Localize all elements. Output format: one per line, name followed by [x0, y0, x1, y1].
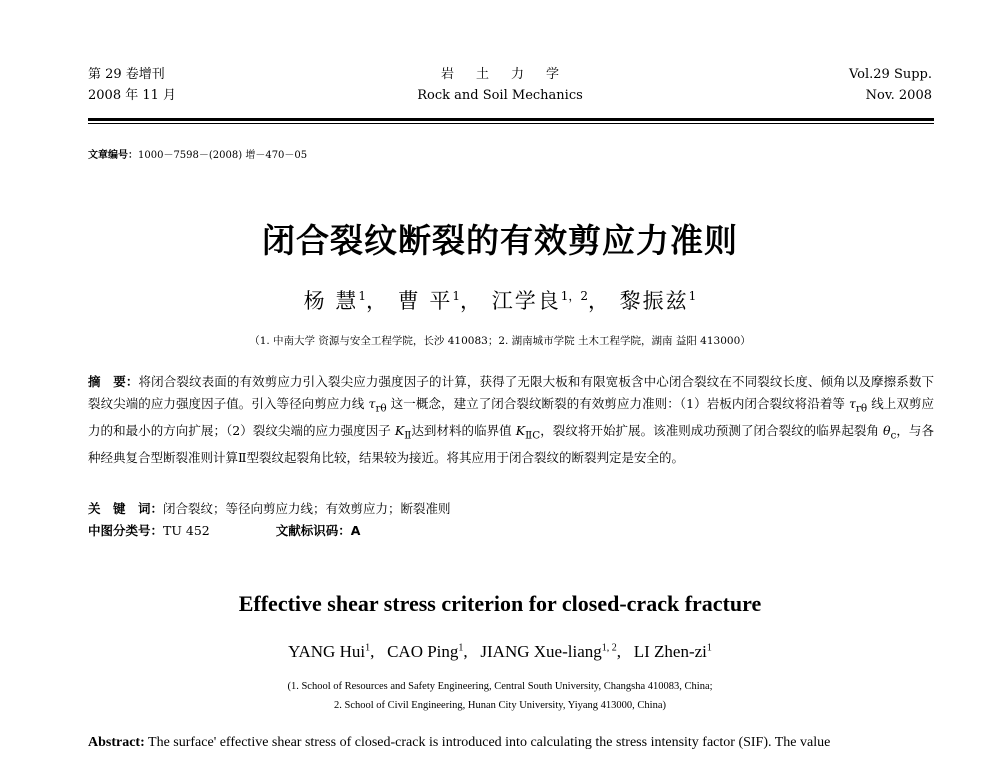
author-en-separator: ,	[370, 642, 388, 661]
classification-value: TU 452	[163, 523, 210, 538]
header-left	[88, 64, 176, 106]
abstract-cn-text: 这一概念，建立了闭合裂纹断裂的有效剪应力准则：（1）岩板内闭合裂纹将沿着等	[386, 395, 849, 411]
abstract-en	[88, 735, 948, 751]
author-cn: 江学良	[491, 289, 561, 313]
author-en-affil-mark: 1, 2	[601, 642, 617, 654]
author-cn: 杨 慧	[303, 289, 359, 313]
header-rule-thick	[88, 118, 934, 121]
author-en-separator: ,	[616, 642, 634, 661]
affiliation-en-line2: 2. School of Civil Engineering, Hunan City University, Yiyang 413000, China)	[334, 700, 666, 711]
author-en: JIANG Xue-liang	[480, 642, 602, 661]
journal-name-cn: 岩土力学	[440, 67, 581, 82]
article-number	[88, 146, 307, 161]
author-cn-affil-mark: 1	[358, 289, 366, 303]
abstract-en-label: Abstract:	[88, 735, 145, 750]
classification-line	[88, 521, 360, 539]
paper-title-en: Effective shear stress criterion for closed-crack fracture	[238, 591, 762, 616]
symbol-tau-subscript: rθ	[375, 402, 387, 414]
symbol-tau-subscript: rθ	[855, 402, 868, 414]
keywords-cn	[88, 499, 451, 517]
author-cn: 曹 平	[397, 289, 453, 313]
author-cn-separator: ，	[460, 289, 484, 313]
author-en: CAO Ping	[387, 642, 459, 661]
author-en: YANG Hui	[288, 642, 366, 661]
volume-issue-cn: 第 29 卷增刊	[88, 67, 165, 82]
date-cn: 2008 年 11 月	[88, 88, 177, 103]
keywords-label: 关 键 词：	[88, 501, 164, 516]
date-en: Nov. 2008	[865, 88, 932, 103]
header-center	[300, 64, 700, 106]
symbol-theta: θ	[882, 422, 891, 438]
abstract-cn-text: 线上双剪应力的和最小的方向扩展；（2）裂纹尖端的应力强度因子	[88, 395, 934, 438]
author-en-affil-mark: 1	[365, 642, 371, 654]
document-code-value: A	[350, 523, 361, 538]
affiliation-en-line1: (1. School of Resources and Safety Engineering, Central South University, Changsha 410083, China;	[287, 681, 713, 692]
classification-label: 中图分类号：	[88, 523, 164, 538]
author-en-affil-mark: 1	[706, 642, 712, 654]
abstract-cn-text: ，裂纹将开始扩展。该准则成功预测了闭合裂纹的临界起裂角	[540, 422, 883, 438]
abstract-cn-text: 达到材料的临界值	[411, 422, 516, 438]
abstract-cn-text: 将闭合裂纹表面的有效剪应力引入裂尖应力强度因子的计算，获得了无限大板和有限宽板含中心闭合裂纹在不同裂纹长度、倾角以及摩擦系数下裂纹尖端的应力强度因子值。引入等径向剪应力线	[88, 374, 934, 411]
journal-name-en: Rock and Soil Mechanics	[417, 88, 583, 103]
header-right	[849, 64, 932, 106]
author-cn-separator: ，	[366, 289, 389, 313]
symbol-k: K	[394, 422, 405, 438]
symbol-k-subscript: Ⅱ	[404, 429, 412, 441]
symbol-tau: τ	[368, 395, 376, 411]
symbol-k: K	[515, 422, 526, 438]
keywords-value: 闭合裂纹；等径向剪应力线；有效剪应力；断裂准则	[163, 501, 451, 516]
affiliation-cn: （1. 中南大学 资源与安全工程学院，长沙 410083；2. 湖南城市学院 土木工程学院，湖南 益阳 413000）	[249, 335, 751, 347]
symbol-tau: τ	[849, 395, 856, 411]
author-en-separator: ,	[463, 642, 481, 661]
author-en-affil-mark: 1	[458, 642, 464, 654]
document-code-label: 文献标识码：	[275, 523, 351, 538]
author-cn-affil-mark: 1	[452, 289, 461, 303]
author-cn: 黎振兹	[619, 289, 689, 313]
author-cn-separator: ，	[587, 289, 611, 313]
authors-en	[0, 642, 1000, 662]
article-number-label: 文章编号：	[88, 150, 138, 161]
abstract-en-text: The surface' effective shear stress of closed-crack is introduced into calculating the stress intensity factor (SIF). The value	[144, 735, 831, 750]
author-cn-affil-mark: 1	[688, 289, 697, 303]
abstract-cn	[88, 371, 934, 468]
abstract-cn-label: 摘 要：	[88, 374, 139, 389]
abstract-cn-text: ，与各种经典复合型断裂准则计算Ⅱ型裂纹起裂角比较，结果较为接近。将其应用于闭合裂纹的断裂判定是安全的。	[88, 422, 934, 465]
authors-cn	[0, 285, 1000, 315]
affiliation-en	[0, 677, 1000, 715]
author-cn-affil-mark: 1，2	[560, 289, 588, 303]
paper-title-cn: 闭合裂纹断裂的有效剪应力准则	[262, 221, 738, 260]
article-number-value: 1000－7598－(2008) 增－470－05	[138, 150, 308, 161]
symbol-theta-subscript: c	[890, 429, 897, 441]
header-rule-thin	[88, 123, 934, 124]
symbol-kc-subscript: ⅡC	[525, 429, 541, 441]
author-en: LI Zhen-zi	[633, 642, 707, 661]
volume-en: Vol.29 Supp.	[848, 67, 932, 82]
